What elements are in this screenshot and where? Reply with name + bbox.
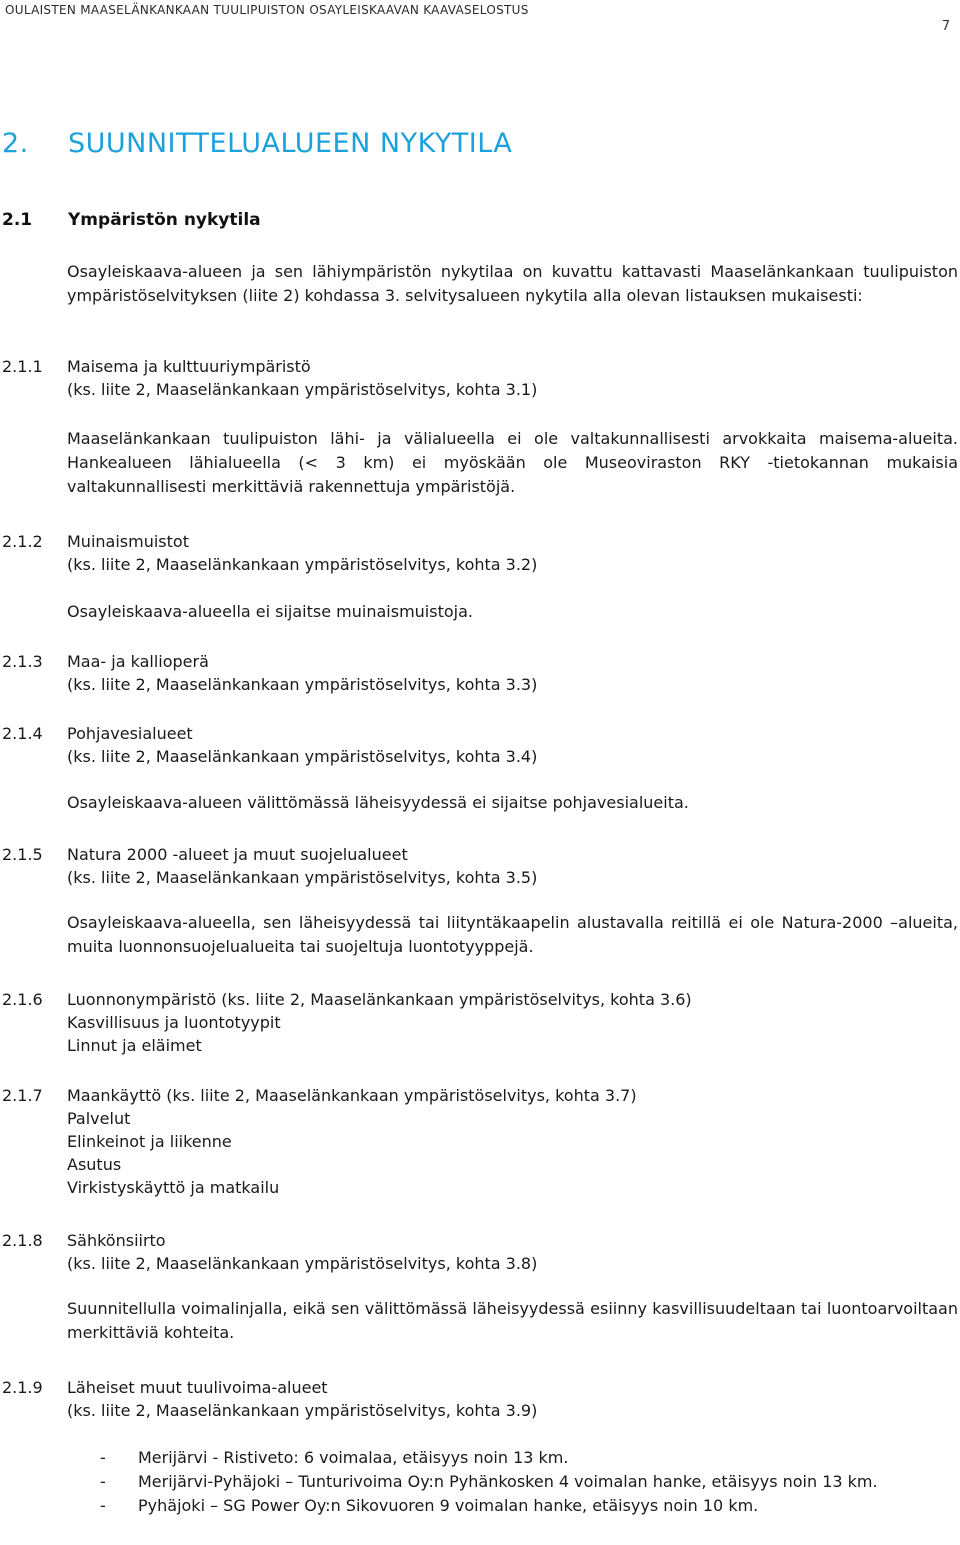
bullet-dash: - [100,1496,106,1515]
page-number: 7 [941,19,950,34]
subsection-reference: (ks. liite 2, Maaselänkankaan ympäristöselvitys, kohta 3.5) [67,868,538,887]
subsection-2-1-7 [2,1084,958,1199]
subsection-2-1-1-text: Maaselänkankaan tuulipuiston lähi- ja välialueella ei ole valtakunnallisesti arvokkaita maisema-alueita. Hankealueen lähialueella (< 3 km) ei myöskään ole Museoviraston RKY -tietokannan mukaisia valtakunnallisesti merkittäviä rakennettuja ympäristöjä. [67,429,958,496]
subsection-number: 2.1.2 [2,532,43,551]
subsection-number: 2.1.9 [2,1378,43,1397]
bullet-text: Merijärvi-Pyhäjoki – Tunturivoima Oy:n Pyhänkosken 4 voimalan hanke, etäisyys noin 13 km. [138,1472,878,1491]
chapter-number: 2. [2,128,29,159]
subsection-2-1-2-text: Osayleiskaava-alueella ei sijaitse muinaismuistoja. [67,602,473,621]
subsection-2-1-9 [2,1376,958,1422]
subsection-title: Muinaismuistot [67,532,189,551]
bullet-dash: - [100,1472,106,1491]
subsection-2-1-4-text: Osayleiskaava-alueen välittömässä läheisyydessä ei sijaitse pohjavesialueita. [67,793,689,812]
subsection-2-1-5 [2,843,958,889]
subsection-number: 2.1.3 [2,652,43,671]
subsection-title: Pohjavesialueet [67,724,193,743]
list-item: Kasvillisuus ja luontotyypit [67,1013,281,1032]
list-item: Elinkeinot ja liikenne [67,1132,232,1151]
subsection-2-1-1 [2,355,958,401]
section-title: Ympäristön nykytila [68,210,261,230]
subsection-reference: (ks. liite 2, Maaselänkankaan ympäristöselvitys, kohta 3.3) [67,675,538,694]
subsection-reference: (ks. liite 2, Maaselänkankaan ympäristöselvitys, kohta 3.1) [67,380,538,399]
subsection-number: 2.1.5 [2,845,43,864]
chapter-heading [2,128,512,159]
subsection-reference: (ks. liite 2, Maaselänkankaan ympäristöselvitys, kohta 3.2) [67,555,538,574]
subsection-2-1-5-text: Osayleiskaava-alueella, sen läheisyydessä tai liityntäkaapelin alustavalla reitillä ei ole Natura-2000 –alueita, muita luonnonsuojelualueita tai suojeltuja luontotyyppejä. [67,913,958,956]
list-item [100,1446,958,1470]
list-item [100,1494,958,1518]
subsection-title: Maa- ja kallioperä [67,652,209,671]
list-item [100,1470,958,1494]
subsection-number: 2.1.4 [2,724,43,743]
bullet-dash: - [100,1448,106,1467]
subsection-2-1-6 [2,988,958,1057]
subsection-title: Luonnonympäristö (ks. liite 2, Maaselänkankaan ympäristöselvitys, kohta 3.6) [67,990,692,1009]
list-item: Virkistyskäyttö ja matkailu [67,1178,280,1197]
subsection-2-1-3 [2,650,958,696]
subsection-reference: (ks. liite 2, Maaselänkankaan ympäristöselvitys, kohta 3.4) [67,747,538,766]
subsection-2-1-8 [2,1229,958,1275]
subsection-title: Sähkönsiirto [67,1231,166,1250]
intro-paragraph: Osayleiskaava-alueen ja sen lähiympäristön nykytilaa on kuvattu kattavasti Maaselänkankaan tuulipuiston ympäristöselvityksen (liite 2) kohdassa 3. selvitysalueen nykytila alla olevan listauksen mukaisesti: [67,262,958,305]
subsection-reference: (ks. liite 2, Maaselänkankaan ympäristöselvitys, kohta 3.8) [67,1254,538,1273]
subsection-number: 2.1.7 [2,1086,43,1105]
subsection-number: 2.1.8 [2,1231,43,1250]
subsection-2-1-8-text: Suunnitellulla voimalinjalla, eikä sen välittömässä läheisyydessä esiinny kasvillisuudeltaan tai luontoarvoiltaan merkittäviä kohteita. [67,1299,958,1342]
subsection-2-1-4 [2,722,958,768]
list-item: Linnut ja eläimet [67,1036,202,1055]
chapter-title: SUUNNITTELUALUEEN NYKYTILA [68,128,513,159]
bullet-list [100,1446,958,1518]
subsection-title: Natura 2000 -alueet ja muut suojelualueet [67,845,408,864]
subsection-title: Maankäyttö (ks. liite 2, Maaselänkankaan ympäristöselvitys, kohta 3.7) [67,1086,637,1105]
section-heading [2,210,261,230]
section-number: 2.1 [2,210,33,230]
bullet-text: Merijärvi - Ristiveto: 6 voimalaa, etäisyys noin 13 km. [138,1448,569,1467]
list-item: Palvelut [67,1109,131,1128]
subsection-2-1-2 [2,530,958,576]
subsection-title: Maisema ja kulttuuriympäristö [67,357,311,376]
subsection-number: 2.1.6 [2,990,43,1009]
subsection-reference: (ks. liite 2, Maaselänkankaan ympäristöselvitys, kohta 3.9) [67,1401,538,1420]
running-header: OULAISTEN MAASELÄNKANKAAN TUULIPUISTON OSAYLEISKAAVAN KAAVASELOSTUS [5,3,529,17]
subsection-title: Läheiset muut tuulivoima-alueet [67,1378,328,1397]
bullet-text: Pyhäjoki – SG Power Oy:n Sikovuoren 9 voimalan hanke, etäisyys noin 10 km. [138,1496,759,1515]
list-item: Asutus [67,1155,122,1174]
subsection-number: 2.1.1 [2,357,43,376]
